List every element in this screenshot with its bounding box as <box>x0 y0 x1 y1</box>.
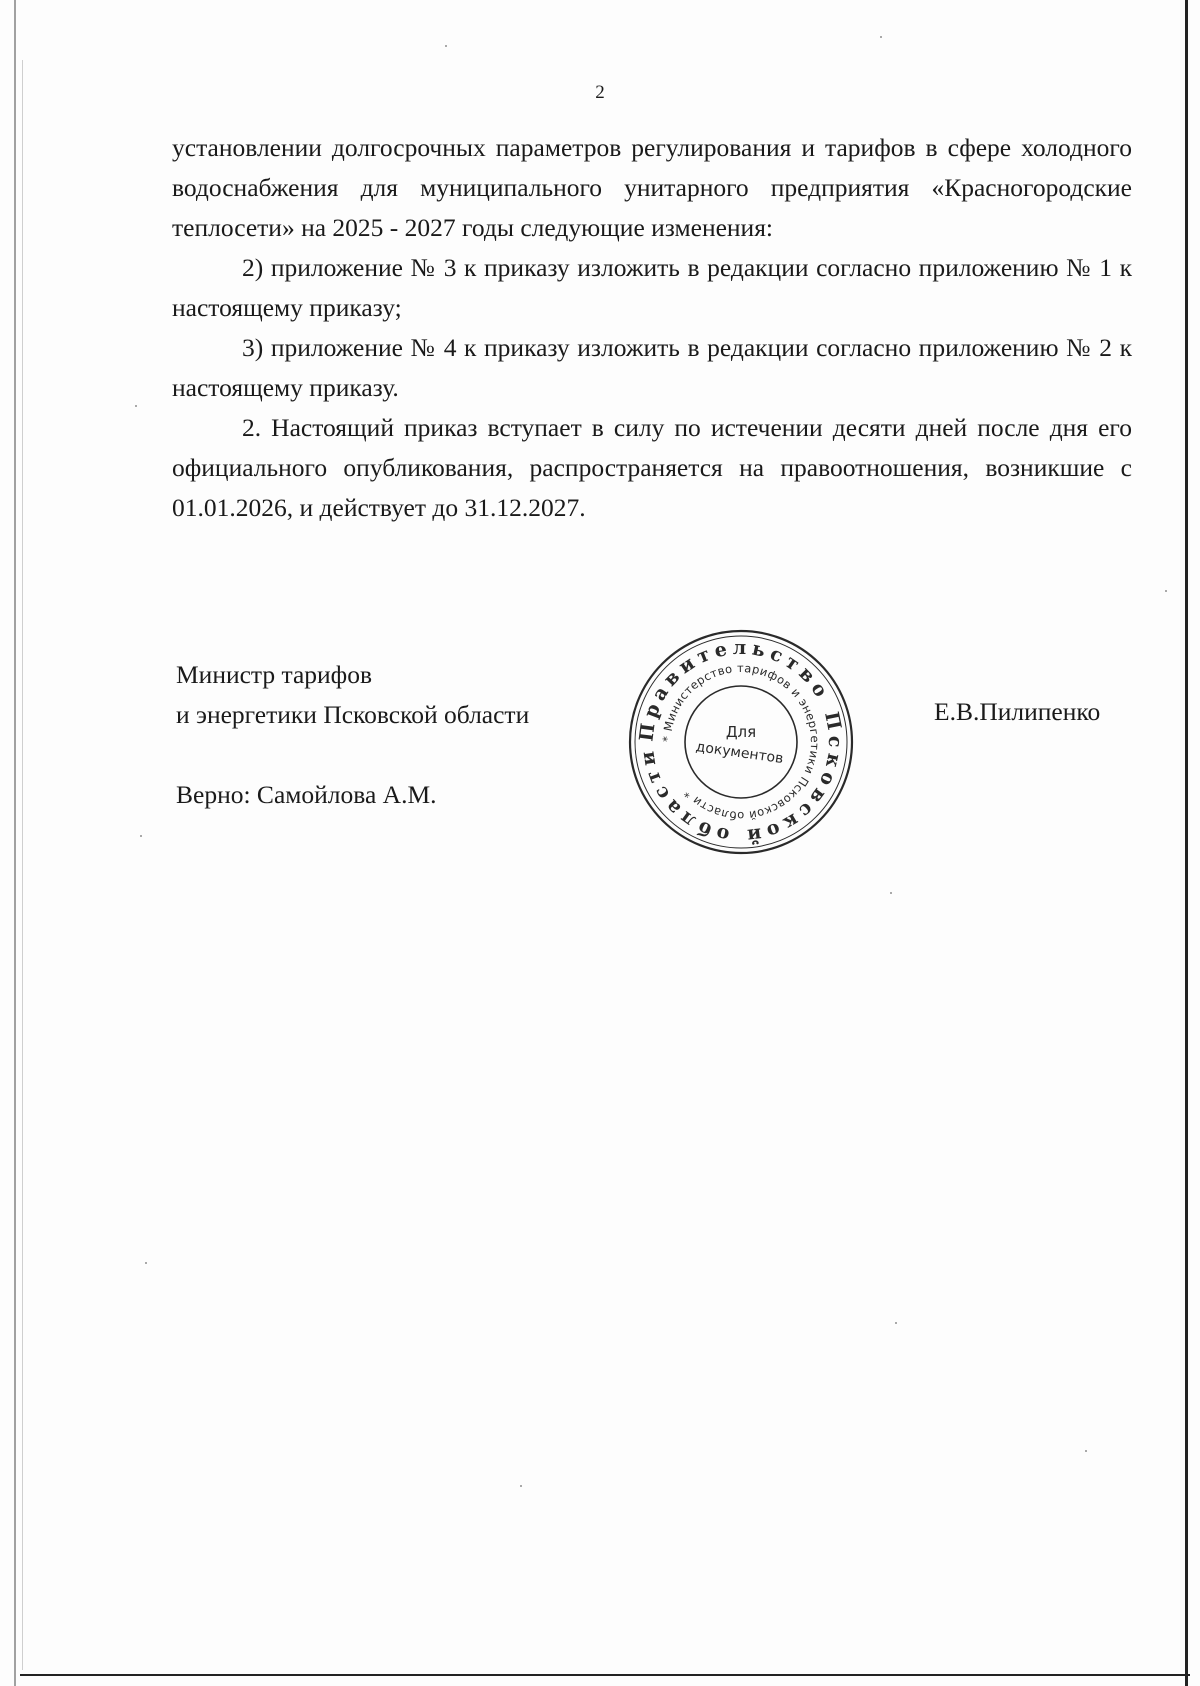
paragraph-effective-date: 2. Настоящий приказ вступает в силу по истечении десяти дней после дня его официального опубликования, распространяется на правоотношения, возникшие с 01.01.2026, и действует до 31.12.2027. <box>172 413 1132 522</box>
position-line-2: и энергетики Псковской области <box>176 700 530 729</box>
verified-by: Верно: Самойлова А.М. <box>176 780 437 809</box>
signer-name: Е.В.Пилипенко <box>934 697 1101 726</box>
scan-speck <box>135 405 137 407</box>
scan-speck <box>140 835 142 837</box>
scan-edge-right <box>1185 0 1188 1686</box>
paragraph-item-2: 2) приложение № 3 к приказу изложить в редакции согласно приложению № 1 к настоящему приказу; <box>172 253 1132 322</box>
scan-speck <box>520 1485 522 1487</box>
seal-center-line-1: Для <box>725 723 757 741</box>
official-seal <box>626 627 856 857</box>
scan-edge-bottom <box>20 1674 1190 1676</box>
scan-speck <box>1165 590 1167 592</box>
seal-center-line-2: документов <box>694 738 785 768</box>
page-number: 2 <box>595 82 605 103</box>
seal-inner-text: * Министерство тарифов и энергетики Псковской области * <box>659 660 823 824</box>
order-body <box>172 128 1132 528</box>
scan-edge-left <box>14 0 16 1686</box>
scan-speck <box>890 892 892 894</box>
scan-edge-left-inner <box>22 60 23 1670</box>
seal-graphic <box>626 627 856 857</box>
scan-speck <box>445 45 447 47</box>
scan-speck <box>1085 1450 1087 1452</box>
position-line-1: Министр тарифов <box>176 660 372 689</box>
paragraph-continuation: установлении долгосрочных параметров регулирования и тарифов в сфере холодного водоснабжения для муниципального унитарного предприятия «Красногородские теплосети» на 2025 - 2027 годы следующие изменения: <box>172 133 1132 242</box>
signature-position <box>176 655 529 735</box>
scan-speck <box>880 36 882 38</box>
seal-outer-text: Правительство Псковской области <box>635 636 847 848</box>
scan-speck <box>895 1322 897 1324</box>
scan-speck <box>145 1262 147 1264</box>
paragraph-item-3: 3) приложение № 4 к приказу изложить в редакции согласно приложению № 2 к настоящему приказу. <box>172 333 1132 402</box>
